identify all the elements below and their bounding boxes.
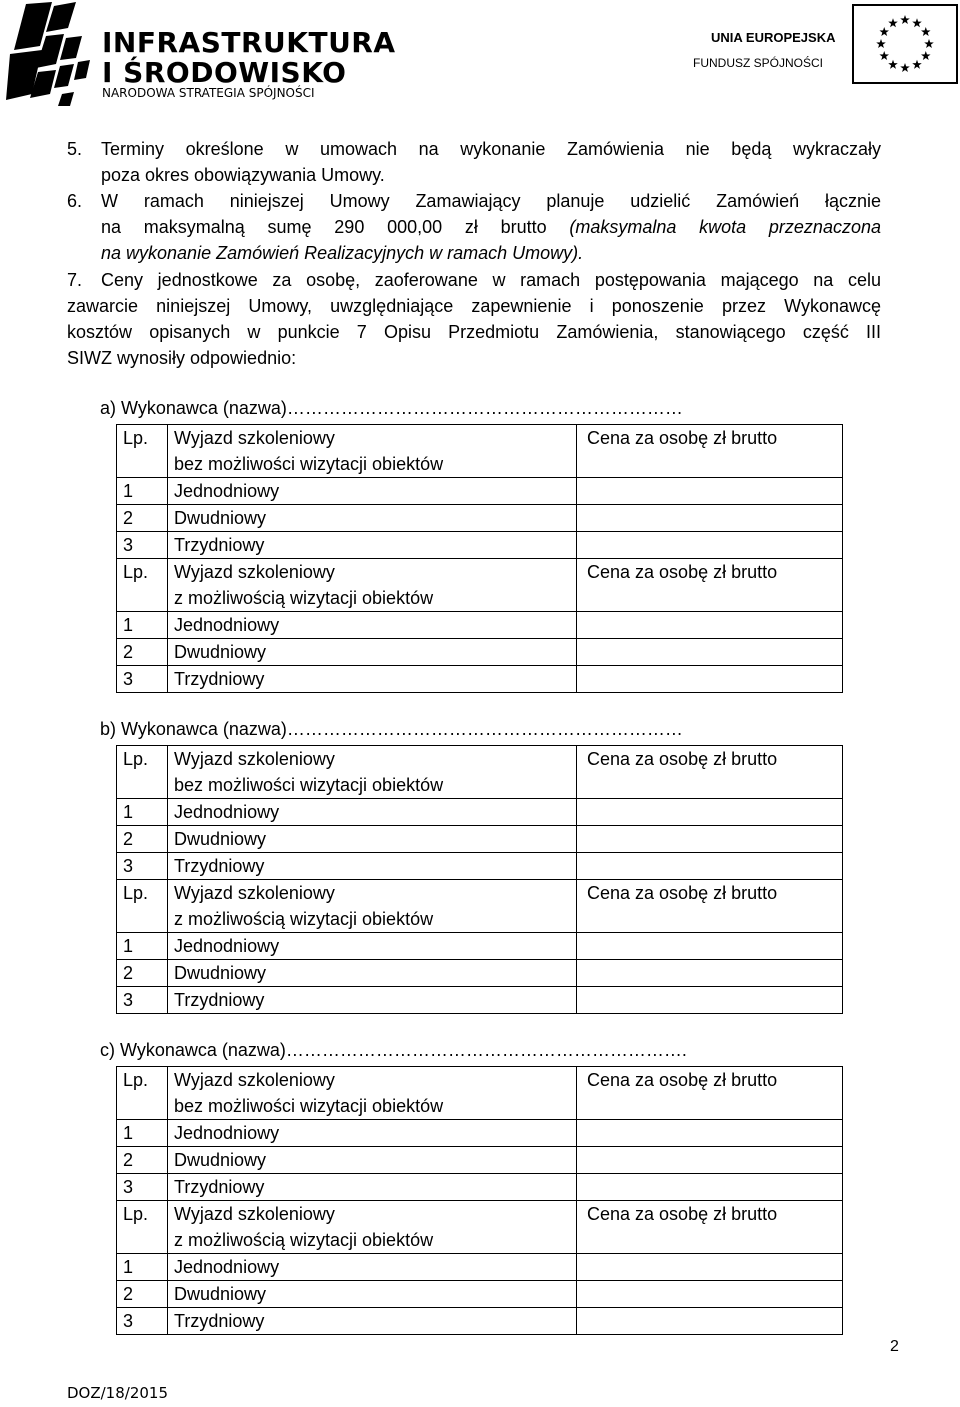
logo-title-line2: I ŚRODOWISKO [102, 56, 347, 89]
trip-subtitle: bez możliwości wizytacji obiektów [174, 775, 444, 795]
eu-label: UNIA EUROPEJSKA [711, 30, 836, 45]
logo-subtitle: NARODOWA STRATEGIA SPÓJNOŚCI [102, 86, 315, 100]
table-row [117, 666, 843, 693]
trip-title: Wyjazd szkoleniowy [174, 883, 335, 903]
lp-header: Lp. [117, 1067, 168, 1120]
trip-title: Wyjazd szkoleniowy [174, 1204, 335, 1224]
price-cell[interactable] [577, 1308, 843, 1335]
price-cell[interactable] [577, 666, 843, 693]
table-row [117, 1308, 843, 1335]
page-number: 2 [890, 1338, 899, 1355]
eu-star-icon [921, 27, 931, 36]
price-cell[interactable] [577, 1120, 843, 1147]
duration-cell: Dwudniowy [168, 1147, 577, 1174]
table-row [117, 1281, 843, 1308]
duration-cell: Jednodniowy [168, 799, 577, 826]
logo-title-line1: INFRASTRUKTURA [102, 26, 396, 59]
paragraph-line: kosztów opisanych w punkcie 7 Opisu Przedmiotu Zamówienia, stanowiącego część III [67, 322, 881, 342]
lp-cell: 1 [117, 1254, 168, 1281]
paragraph-number: 5. [67, 139, 83, 159]
trip-subtitle: z możliwością wizytacji obiektów [174, 1230, 434, 1250]
duration-cell: Jednodniowy [168, 933, 577, 960]
table-row [117, 1147, 843, 1174]
table-row [117, 933, 843, 960]
duration-cell: Trzydniowy [168, 987, 577, 1014]
lp-cell: 3 [117, 1308, 168, 1335]
lp-cell: 2 [117, 639, 168, 666]
lp-header: Lp. [117, 880, 168, 933]
paragraph-line: zawarcie niniejszej Umowy, uwzględniające zapewnienie i ponoszenie przez Wykonawcę [67, 296, 881, 316]
eu-flag-icon [852, 4, 958, 84]
price-cell[interactable] [577, 478, 843, 505]
lp-cell: 2 [117, 505, 168, 532]
price-header: Cena za osobę zł brutto [577, 1201, 843, 1254]
table-row [117, 826, 843, 853]
duration-cell: Trzydniowy [168, 532, 577, 559]
lp-cell: 3 [117, 666, 168, 693]
table-row [117, 880, 843, 933]
paragraph-line: W ramach niniejszej Umowy Zamawiający planuje udzielić Zamówień łącznie [101, 191, 881, 211]
price-cell[interactable] [577, 612, 843, 639]
trip-title: Wyjazd szkoleniowy [174, 749, 335, 769]
amount-text: na maksymalną sumę 290 000,00 zł brutto [101, 217, 547, 237]
price-header: Cena za osobę zł brutto [577, 425, 843, 478]
duration-cell: Jednodniowy [168, 478, 577, 505]
lp-cell: 1 [117, 612, 168, 639]
lp-cell: 1 [117, 478, 168, 505]
lp-header: Lp. [117, 425, 168, 478]
lp-cell: 3 [117, 1174, 168, 1201]
table-row [117, 853, 843, 880]
trip-type-header [168, 1201, 577, 1254]
paragraph-5 [67, 136, 881, 188]
price-cell[interactable] [577, 853, 843, 880]
document-id: DOZ/18/2015 [67, 1384, 169, 1402]
eu-star-icon [879, 27, 889, 36]
table-row [117, 799, 843, 826]
table-row [117, 478, 843, 505]
duration-cell: Dwudniowy [168, 960, 577, 987]
price-cell[interactable] [577, 799, 843, 826]
table-row [117, 559, 843, 612]
fund-label: FUNDUSZ SPÓJNOŚCI [693, 56, 824, 70]
table-row [117, 612, 843, 639]
price-cell[interactable] [577, 1254, 843, 1281]
duration-cell: Dwudniowy [168, 826, 577, 853]
price-header: Cena za osobę zł brutto [577, 559, 843, 612]
price-header: Cena za osobę zł brutto [577, 746, 843, 799]
eu-star-icon [888, 18, 898, 27]
lp-cell: 3 [117, 853, 168, 880]
lp-cell: 1 [117, 799, 168, 826]
price-cell[interactable] [577, 933, 843, 960]
lp-cell: 2 [117, 826, 168, 853]
duration-cell: Trzydniowy [168, 1174, 577, 1201]
trip-subtitle: z możliwością wizytacji obiektów [174, 588, 434, 608]
price-cell[interactable] [577, 987, 843, 1014]
eu-star-icon [900, 63, 910, 72]
paragraph-7 [67, 267, 881, 371]
price-cell[interactable] [577, 532, 843, 559]
trip-type-header [168, 746, 577, 799]
price-cell[interactable] [577, 505, 843, 532]
eu-star-icon [924, 39, 934, 48]
table-row [117, 1201, 843, 1254]
price-cell[interactable] [577, 639, 843, 666]
contractor-b-price-table [116, 745, 843, 1014]
lp-cell: 1 [117, 1120, 168, 1147]
price-cell[interactable] [577, 1281, 843, 1308]
duration-cell: Dwudniowy [168, 639, 577, 666]
duration-cell: Trzydniowy [168, 666, 577, 693]
table-row [117, 425, 843, 478]
trip-type-header [168, 1067, 577, 1120]
table-row [117, 532, 843, 559]
trip-type-header [168, 425, 577, 478]
paragraph-line: na wykonanie Zamówień Realizacyjnych w ramach Umowy). [101, 243, 584, 263]
price-header: Cena za osobę zł brutto [577, 880, 843, 933]
table-row [117, 505, 843, 532]
duration-cell: Jednodniowy [168, 1120, 577, 1147]
eu-star-icon [900, 15, 910, 24]
duration-cell: Jednodniowy [168, 612, 577, 639]
paragraph-line: SIWZ wynosiły odpowiednio: [67, 348, 297, 368]
trip-subtitle: bez możliwości wizytacji obiektów [174, 1096, 444, 1116]
lp-header: Lp. [117, 746, 168, 799]
eu-star-icon [888, 60, 898, 69]
price-cell[interactable] [577, 826, 843, 853]
lp-header: Lp. [117, 559, 168, 612]
paragraph-line: poza okres obowiązywania Umowy. [101, 165, 385, 185]
lp-cell: 1 [117, 933, 168, 960]
lp-cell: 3 [117, 532, 168, 559]
table-row [117, 746, 843, 799]
table-row [117, 1174, 843, 1201]
paragraph-number: 6. [67, 191, 83, 211]
contractor-a-price-table [116, 424, 843, 693]
trip-title: Wyjazd szkoleniowy [174, 428, 335, 448]
eu-star-icon [912, 18, 922, 27]
table-row [117, 987, 843, 1014]
trip-type-header [168, 559, 577, 612]
duration-cell: Jednodniowy [168, 1254, 577, 1281]
trip-title: Wyjazd szkoleniowy [174, 562, 335, 582]
duration-cell: Dwudniowy [168, 505, 577, 532]
duration-cell: Dwudniowy [168, 1281, 577, 1308]
lp-header: Lp. [117, 1201, 168, 1254]
paragraph-line [101, 214, 881, 240]
amount-note: (maksymalna kwota przeznaczona [569, 217, 881, 237]
price-cell[interactable] [577, 1147, 843, 1174]
paragraph-6 [67, 188, 881, 266]
duration-cell: Trzydniowy [168, 1308, 577, 1335]
paragraph-number: 7. [67, 270, 83, 290]
price-header: Cena za osobę zł brutto [577, 1067, 843, 1120]
duration-cell: Trzydniowy [168, 853, 577, 880]
paragraph-line: Terminy określone w umowach na wykonanie Zamówienia nie będą wykraczały [101, 139, 881, 159]
lp-cell: 2 [117, 960, 168, 987]
trip-type-header [168, 880, 577, 933]
lp-cell: 2 [117, 1281, 168, 1308]
table-row [117, 1120, 843, 1147]
lp-cell: 2 [117, 1147, 168, 1174]
eu-star-icon [879, 51, 889, 60]
eu-star-icon [876, 39, 886, 48]
eu-star-icon [921, 51, 931, 60]
contractor-c-label: c) Wykonawca (nazwa)…………………………………………………………. [100, 1040, 687, 1060]
table-row [117, 1254, 843, 1281]
table-row [117, 639, 843, 666]
price-cell[interactable] [577, 1174, 843, 1201]
contractor-a-label: a) Wykonawca (nazwa)………………………………………………………… [100, 398, 683, 418]
eu-star-icon [912, 60, 922, 69]
paragraph-line: Ceny jednostkowe za osobę, zaoferowane w ramach postępowania mającego na celu [101, 270, 881, 290]
programme-emblem-icon [6, 2, 106, 106]
trip-title: Wyjazd szkoleniowy [174, 1070, 335, 1090]
trip-subtitle: bez możliwości wizytacji obiektów [174, 454, 444, 474]
contractor-c-price-table [116, 1066, 843, 1335]
table-row [117, 960, 843, 987]
table-row [117, 1067, 843, 1120]
price-cell[interactable] [577, 960, 843, 987]
lp-cell: 3 [117, 987, 168, 1014]
trip-subtitle: z możliwością wizytacji obiektów [174, 909, 434, 929]
contractor-b-label: b) Wykonawca (nazwa)………………………………………………………… [100, 719, 683, 739]
